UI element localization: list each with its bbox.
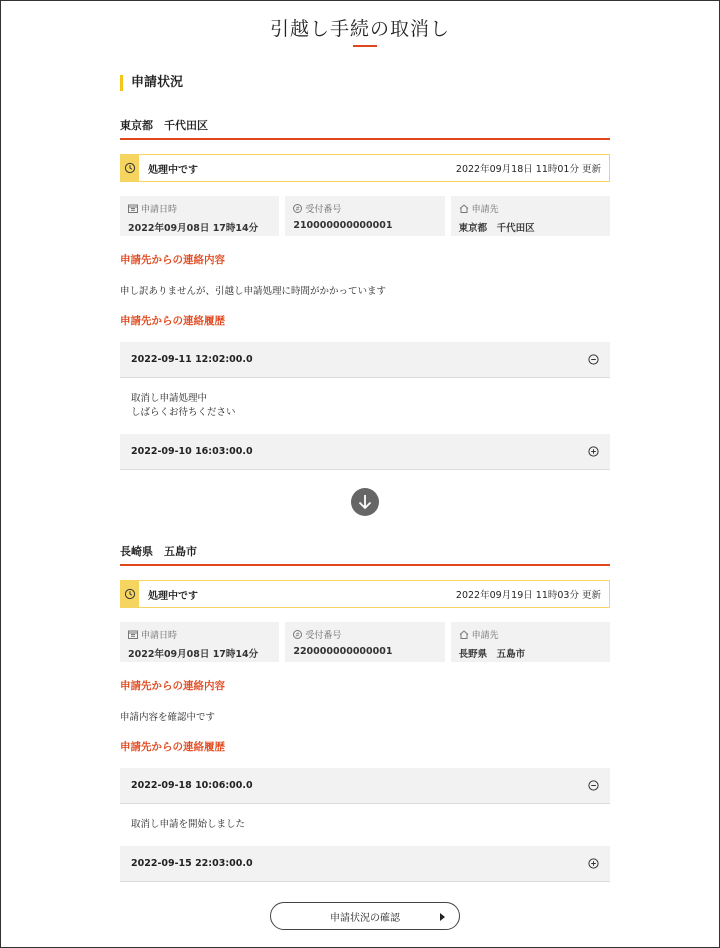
history-date: 2022-09-11 12:02:00.0 [131,354,253,365]
info-value: 2022年09月08日 17時14分 [128,223,259,234]
status-label: 処理中です [148,164,198,176]
status-bar [120,154,610,182]
title-underline [353,45,377,47]
minus-circle-icon[interactable] [588,780,599,791]
page-title: 引越し手続の取消し [269,18,450,40]
application-city-title: 長崎県 五島市 [120,544,610,566]
application-city-title: 東京都 千代田区 [120,118,610,140]
info-cell-receipt [285,196,444,236]
plus-circle-icon[interactable] [588,858,599,869]
history-item-header[interactable] [120,768,610,804]
status-updated-time: 2022年09月19日 11時03分 更新 [455,590,601,601]
calendar-icon [128,204,138,213]
status-bar [120,580,610,608]
info-value: 220000000000001 [293,646,393,657]
confirm-status-button[interactable] [270,902,460,930]
info-label: 申請日時 [141,631,178,641]
clock-icon [121,155,139,181]
application-card-1 [120,118,610,470]
status-label: 処理中です [148,590,198,602]
contact-heading: 申請先からの連絡内容 [120,680,225,692]
confirm-status-label: 申請状況の確認 [330,912,400,924]
application-card-2 [120,544,610,882]
history-list [120,768,610,882]
svg-text:#: # [295,206,301,213]
info-value: 2022年09月08日 17時14分 [128,649,259,660]
arrow-down-circle-icon [351,488,379,516]
history-date: 2022-09-15 22:03:00.0 [131,858,253,869]
info-cell-destination [451,622,610,662]
history-heading: 申請先からの連絡履歴 [120,741,225,753]
calendar-icon [128,630,138,639]
info-label: 受付番号 [305,631,342,641]
history-item-header[interactable] [120,846,610,882]
history-item-header[interactable] [120,434,610,470]
history-date: 2022-09-18 10:06:00.0 [131,780,253,791]
home-icon [459,204,469,213]
info-row [120,196,610,236]
info-value: 東京都 千代田区 [458,223,535,234]
info-value: 210000000000001 [293,220,393,231]
info-cell-date [120,622,279,662]
status-updated-time: 2022年09月18日 11時01分 更新 [455,164,601,175]
contact-message: 申し訳ありませんが、引越し申請処理に時間がかかっています [120,286,387,297]
info-label: 申請日時 [141,205,178,215]
history-list [120,342,610,470]
svg-text:#: # [295,632,301,639]
info-label: 受付番号 [305,205,342,215]
history-item-header[interactable] [120,342,610,378]
minus-circle-icon[interactable] [588,354,599,365]
info-cell-date [120,196,279,236]
info-cell-destination [451,196,610,236]
home-icon [459,630,469,639]
contact-message: 申請内容を確認中です [120,712,216,723]
triangle-right-icon [440,913,445,921]
clock-icon [121,581,139,607]
section-heading: 申請状況 [120,75,183,91]
history-heading: 申請先からの連絡履歴 [120,315,225,327]
contact-heading: 申請先からの連絡内容 [120,254,225,266]
info-label: 申請先 [471,205,499,215]
history-item-body: 取消し申請を開始しました [131,819,246,830]
number-icon [293,630,302,639]
history-item-body: 取消し申請処理中 しばらくお待ちください [131,393,236,418]
info-row [120,622,610,662]
info-label: 申請先 [471,631,499,641]
info-value: 長野県 五島市 [458,649,526,660]
plus-circle-icon[interactable] [588,446,599,457]
history-date: 2022-09-10 16:03:00.0 [131,446,253,457]
info-cell-receipt [285,622,444,662]
number-icon [293,204,302,213]
